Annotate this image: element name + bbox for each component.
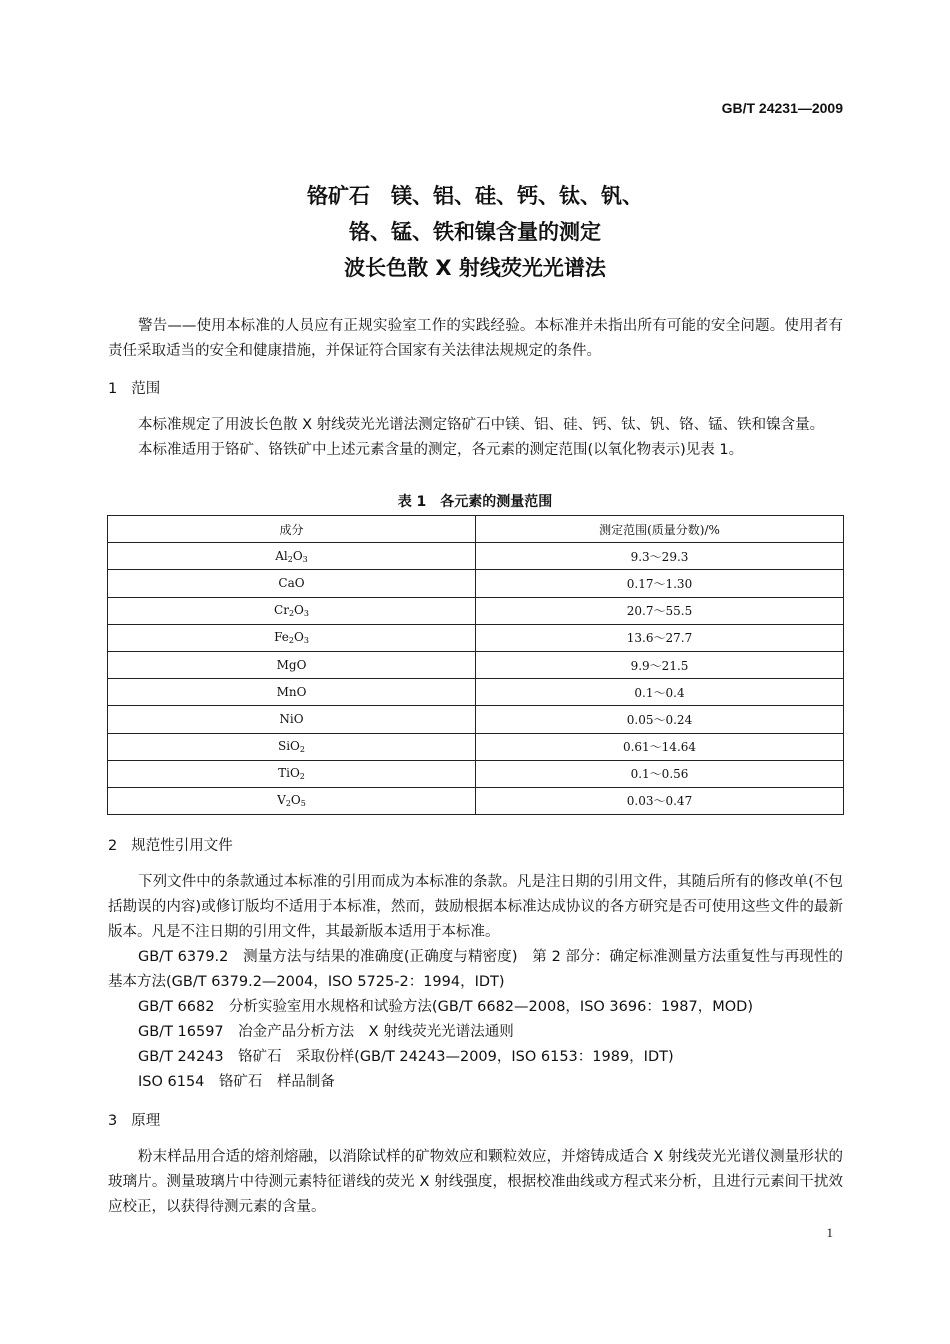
component-cell <box>108 679 476 706</box>
section-2-heading <box>108 834 233 855</box>
document-title <box>0 178 950 286</box>
table-row <box>108 760 844 787</box>
section-title: 规范性引用文件 <box>131 838 233 854</box>
section-number: 1 <box>108 381 118 397</box>
formula-text: O <box>293 630 304 645</box>
component-cell <box>108 543 476 570</box>
reference-item: GB/T 6379.2 测量方法与结果的准确度(正确度与精密度) 第 2 部分：确定标准测量方法重复性与再现性的基本方法(GB/T 6379.2—2004，ISO 5725-2：1994，IDT) <box>108 949 843 990</box>
table-header-row <box>108 516 844 543</box>
range-cell: 9.3～29.3 <box>476 543 844 570</box>
formula-text: SiO <box>278 739 300 754</box>
title-line-2: 铬、锰、铁和镍含量的测定 <box>349 220 601 244</box>
section-title: 范围 <box>131 381 161 397</box>
table-row <box>108 651 844 678</box>
formula-subscript: 2 <box>287 554 293 564</box>
formula-text: Cr <box>274 603 289 618</box>
range-cell: 0.1～0.56 <box>476 760 844 787</box>
section-3-heading <box>108 1109 160 1130</box>
formula-subscript: 2 <box>299 772 305 782</box>
column-header-range: 测定范围(质量分数)/% <box>476 516 844 543</box>
table-row <box>108 787 844 814</box>
warning-paragraph <box>108 314 843 364</box>
formula-text: Fe <box>274 630 289 645</box>
formula-subscript: 3 <box>303 609 309 619</box>
formula-subscript: 3 <box>302 554 308 564</box>
component-cell <box>108 760 476 787</box>
formula-subscript: 2 <box>285 799 291 809</box>
table-row <box>108 706 844 733</box>
title-line-1: 铬矿石 镁、铝、硅、钙、钛、钒、 <box>307 184 643 208</box>
table-caption: 表 1 各元素的测量范围 <box>397 494 553 510</box>
measurement-range-table <box>107 515 844 815</box>
reference-item: GB/T 24243 铬矿石 采取份样(GB/T 24243—2009，ISO 6153：1989，IDT) <box>138 1049 674 1065</box>
formula-subscript: 2 <box>288 636 294 646</box>
formula-text: CaO <box>278 576 305 591</box>
column-header-component: 成分 <box>108 516 476 543</box>
formula-subscript: 2 <box>288 609 295 619</box>
table-row <box>108 733 844 760</box>
formula-text: V <box>277 793 286 808</box>
section-title: 原理 <box>131 1113 161 1129</box>
component-cell <box>108 597 476 624</box>
component-cell <box>108 624 476 651</box>
section-1-heading <box>108 377 160 398</box>
paragraph: 粉末样品用合适的熔剂熔融，以消除试样的矿物效应和颗粒效应，并熔铸成适合 X 射线荧光光谱仪测量形状的玻璃片。测量玻璃片中待测元素特征谱线的荧光 X 射线强度，根据校准曲线或方程式来分析，且进行元素间干扰效应校正，以获得待测元素的含量。 <box>108 1149 843 1215</box>
section-number: 2 <box>108 838 118 854</box>
component-cell <box>108 570 476 597</box>
component-cell <box>108 733 476 760</box>
formula-text: Al <box>275 548 288 563</box>
table-row <box>108 570 844 597</box>
section-2-body <box>108 870 843 1095</box>
formula-text: NiO <box>279 712 304 727</box>
section-3-body <box>108 1145 843 1220</box>
formula-text: TiO <box>278 766 300 781</box>
formula-text: MgO <box>276 658 307 673</box>
range-cell: 0.61～14.64 <box>476 733 844 760</box>
formula-subscript: 3 <box>303 636 309 646</box>
reference-item: GB/T 16597 冶金产品分析方法 X 射线荧光光谱法通则 <box>138 1024 514 1040</box>
range-cell: 0.03～0.47 <box>476 787 844 814</box>
formula-subscript: 5 <box>300 799 306 809</box>
table-row <box>108 597 844 624</box>
range-cell: 13.6～27.7 <box>476 624 844 651</box>
title-line-3: 波长色散 X 射线荧光光谱法 <box>344 256 606 280</box>
range-cell: 9.9～21.5 <box>476 651 844 678</box>
page-number: 1 <box>826 1225 833 1240</box>
reference-item: GB/T 6682 分析实验室用水规格和试验方法(GB/T 6682—2008，ISO 3696：1987，MOD) <box>138 999 753 1015</box>
standard-code-header: GB/T 24231—2009 <box>721 100 843 116</box>
range-cell: 0.17～1.30 <box>476 570 844 597</box>
formula-subscript: 2 <box>299 745 305 755</box>
component-cell <box>108 706 476 733</box>
formula-text: MnO <box>276 685 307 700</box>
component-cell <box>108 787 476 814</box>
paragraph: 下列文件中的条款通过本标准的引用而成为本标准的条款。凡是注日期的引用文件，其随后所有的修改单(不包括勘误的内容)或修订版均不适用于本标准，然而，鼓励根据本标准达成协议的各方研究是否可使用这些文件的最新版本。凡是不注日期的引用文件，其最新版本适用于本标准。 <box>108 874 843 940</box>
formula-text: O <box>290 793 301 808</box>
section-number: 3 <box>108 1113 118 1129</box>
paragraph: 本标准规定了用波长色散 X 射线荧光光谱法测定铬矿石中镁、铝、硅、钙、钛、钒、铬、锰、铁和镍含量。 <box>138 417 825 433</box>
section-1-body <box>108 413 843 463</box>
range-cell: 0.1～0.4 <box>476 679 844 706</box>
formula-text: O <box>292 548 303 563</box>
table-row <box>108 543 844 570</box>
table-row <box>108 679 844 706</box>
range-cell: 20.7～55.5 <box>476 597 844 624</box>
paragraph: 本标准适用于铬矿、铬铁矿中上述元素含量的测定，各元素的测定范围(以氧化物表示)见表 1。 <box>138 442 744 458</box>
table-row <box>108 624 844 651</box>
range-cell: 0.05～0.24 <box>476 706 844 733</box>
reference-item: ISO 6154 铬矿石 样品制备 <box>138 1074 335 1090</box>
formula-text: O <box>294 603 304 618</box>
warning-text: 警告——使用本标准的人员应有正规实验室工作的实践经验。本标准并未指出所有可能的安全问题。使用者有责任采取适当的安全和健康措施，并保证符合国家有关法律法规规定的条件。 <box>108 318 843 359</box>
component-cell <box>108 651 476 678</box>
